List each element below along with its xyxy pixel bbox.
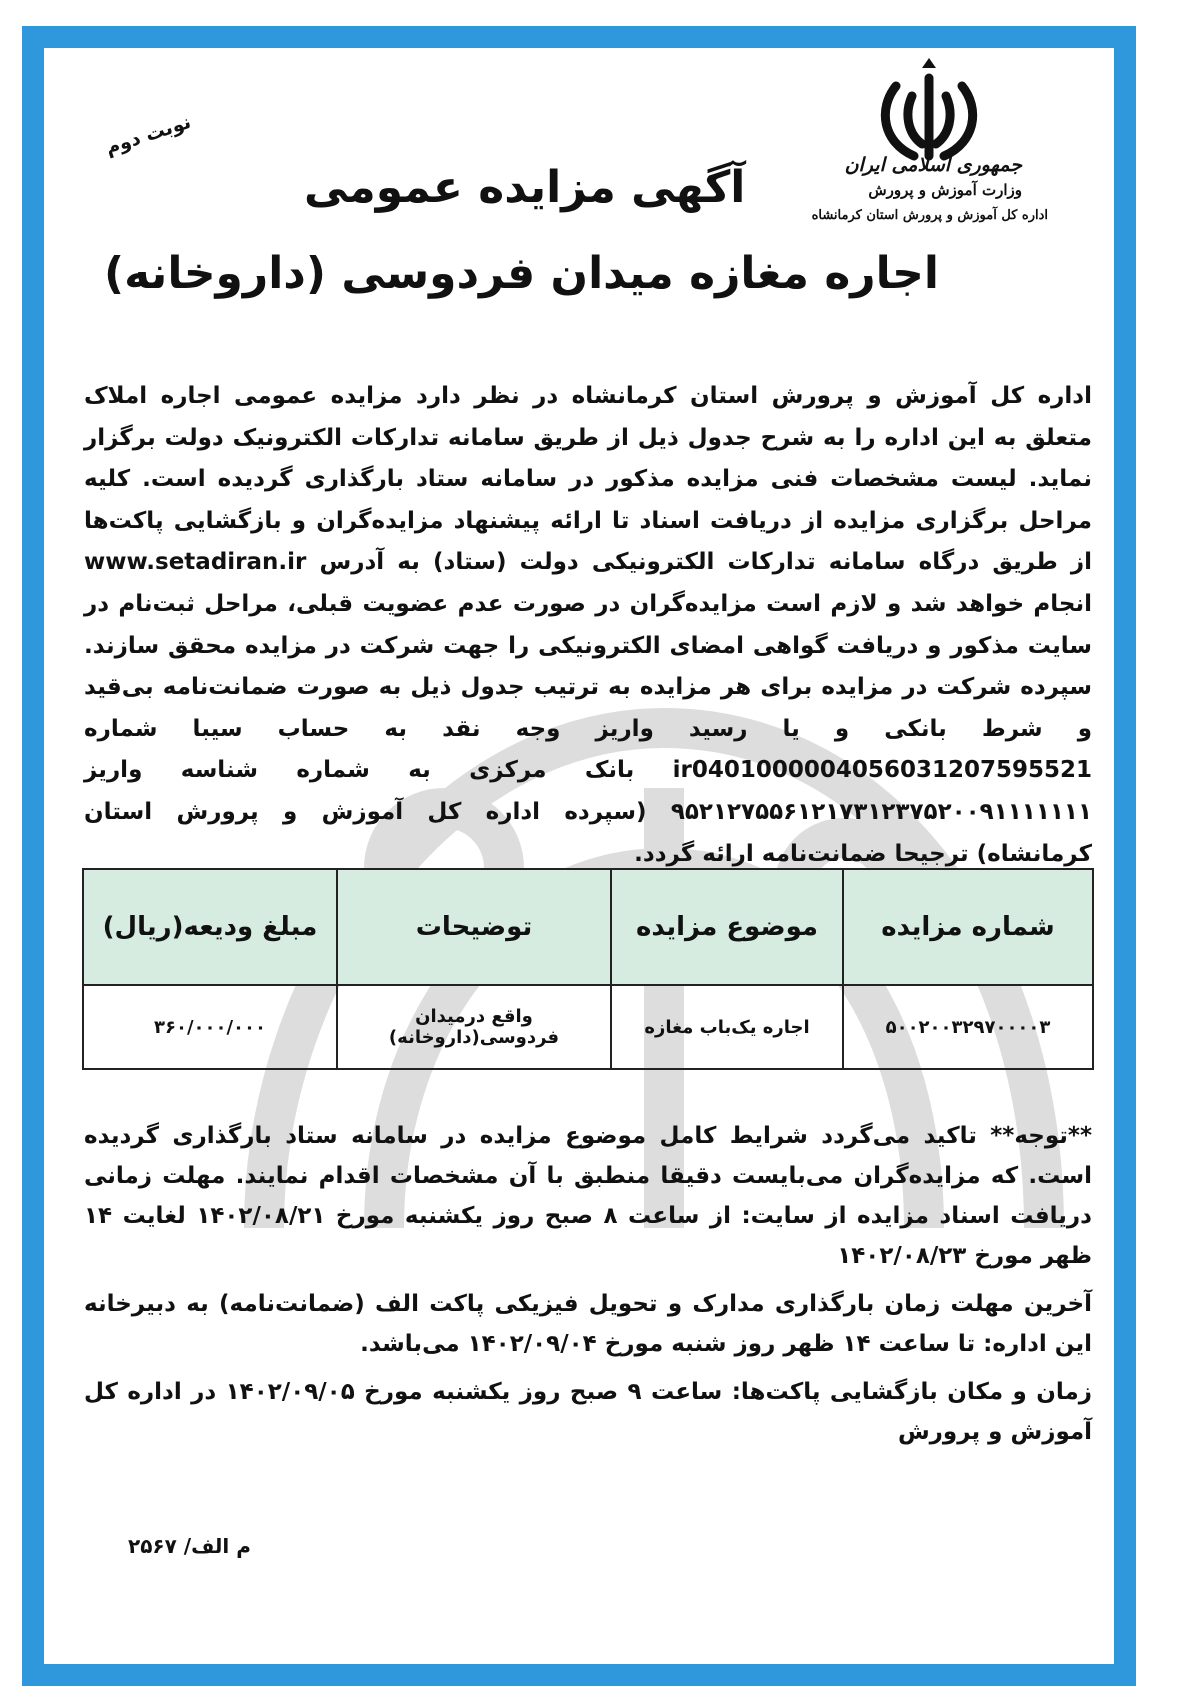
account-number: ir040100000405603120759552‌1 — [672, 757, 1092, 784]
col-header-subject: موضوع مزایده — [611, 869, 843, 985]
note-2: آخرین مهلت زمان بارگذاری مدارک و تحویل فیزیکی پاکت الف (ضمانت‌نامه) به دبیرخانه این اداره: تا ساعت ۱۴ ظهر روز شنبه مورخ ۱۴۰۲/۰۹/۰۴ می‌باشد. — [84, 1291, 1092, 1357]
notice-code: م الف/ ۲۵۶۷ — [128, 1534, 251, 1558]
note-3: زمان و مکان بازگشایی پاکت‌ها: ساعت ۹ صبح روز یکشنبه مورخ ۱۴۰۲/۰۹/۰۵ در اداره کل آموزش و پرورش — [84, 1379, 1092, 1445]
note-label: **توجه** — [990, 1123, 1092, 1149]
body-part-2: انجام خواهد شد و لازم است مزایده‌گران در صورت عدم عضویت قبلی، مراحل ثبت‌نام در سایت مذکور و دریافت گواهی امضای الکترونیکی را جهت شرکت در مزایده محقق سازند. سپرده شرکت در مزایده برای هر مزایده به ترتیب جدول ذیل به صورت ضمانت‌نامه بی‌قید و شرط بانکی و یا رسید واریز وجه نقد به حساب سیبا شماره — [84, 590, 1092, 742]
department-name: اداره کل آموزش و پرورش استان کرمانشاه — [811, 208, 1048, 223]
table-header-row — [83, 869, 1093, 985]
notice-subtitle: اجاره مغازه میدان فردوسی (داروخانه) — [104, 248, 939, 299]
body-part-1: اداره کل آموزش و پرورش استان کرمانشاه در نظر دارد مزایده عمومی اجاره املاک متعلق به این اداره را به شرح جدول ذیل از طریق سامانه تدارکات الکترونیک دولت برگزار نماید. لیست مشخصات فنی مزایده مذکور در سامانه ستاد بارگذاری گردیده است. کلیه مراحل برگزاری مزایده از دریافت اسناد تا ارائه پیشنهاد مزایده‌گران و بازگشایی پاکت‌ها از طریق درگاه سامانه تدارکات الکترونیکی دولت (ستاد) به آدرس — [84, 383, 1092, 576]
col-header-number: شماره مزایده — [843, 869, 1093, 985]
round-label: نوبت دوم — [102, 110, 194, 160]
government-header — [811, 154, 1048, 223]
cell-deposit: ۳۶۰/۰۰۰/۰۰۰ — [83, 985, 337, 1069]
website-link[interactable]: www.setadiran.ir — [84, 549, 307, 576]
note-1 — [84, 1116, 1092, 1276]
cell-description: واقع درمیدان فردوسی(داروخانه) — [337, 985, 611, 1069]
iran-emblem-icon — [874, 56, 984, 166]
note-1-text: تاکید می‌گردد شرایط کامل موضوع مزایده در سامانه ستاد بارگذاری گردیده است. که مزایده‌گران می‌بایست دقیقا منطبق با آن مشخصات اقدام نمایند. مهلت زمانی دریافت اسناد مزایده از سایت: از ساعت ۸ صبح روز یکشنبه مورخ ۱۴۰۲/۰۸/۲۱ لغایت ۱۴ ظهر مورخ ۱۴۰۲/۰۸/۲۳ — [84, 1123, 1092, 1269]
auction-table — [82, 868, 1094, 1070]
cell-subject: اجاره یک‌باب مغازه — [611, 985, 843, 1069]
notice-frame — [22, 26, 1136, 1686]
notice-body — [84, 376, 1092, 875]
cell-auction-number: ۵۰۰۲۰۰۳۲۹۷۰۰۰۰۳ — [843, 985, 1093, 1069]
notice-title: آگهی مزایده عمومی — [304, 162, 746, 213]
country-name: جمهوری اسلامی ایران — [844, 154, 1022, 176]
col-header-description: توضیحات — [337, 869, 611, 985]
notes-section — [84, 1116, 1092, 1460]
body-part-3: بانک مرکزی به شماره شناسه واریز ۹۵۲۱۲۷۵۵۶۱۲۱۷۳۱۲۳۷۵۲۰۰۹۱۱۱۱۱۱۱ (سپرده اداره کل آموزش و پرورش استان کرمانشاه) ترجیحا ضمانت‌نامه ارائه گردد. — [84, 757, 1092, 867]
ministry-name: وزارت آموزش و پرورش — [868, 181, 1022, 199]
col-header-deposit: مبلغ ودیعه(ریال) — [83, 869, 337, 985]
table-row — [83, 985, 1093, 1069]
